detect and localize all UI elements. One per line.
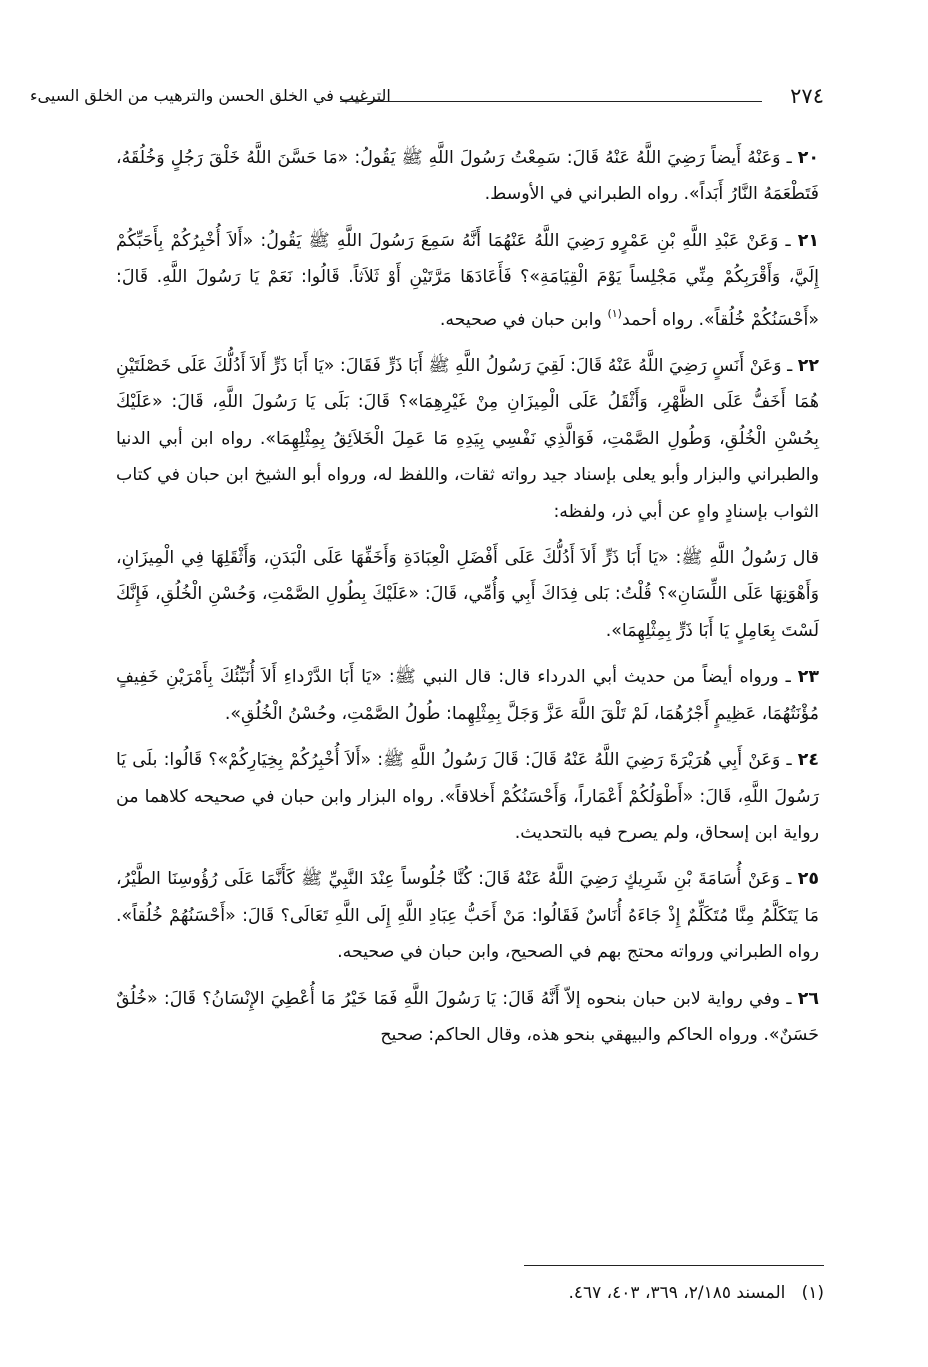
page-number: ٢٧٤ bbox=[790, 84, 824, 108]
hadith-text: وَعَنْ أَنَسٍ رَضِيَ اللَّهُ عَنْهُ قَالَ: لَقِيَ رَسُولُ اللَّهِ ﷺ أَبَا ذَرٍّ فَقَالَ: «يَا أَبَا ذَرٍّ أَلاَ أَدُلُّكَ عَلَى خَصْلَتَيْنِ هُمَا أَخَفُّ عَلَى الظَّهْرِ، وَأَثْقَلُ عَلَى الْمِيزَانِ مِنْ غَيْرِهِمَا»؟ قَالَ: بَلَى يَا رَسُولَ اللَّهِ، قَالَ: «عَلَيْكَ بِحُسْنِ الْخُلُقِ، وَطُولِ الصَّمْتِ، فَوَالَّذِي نَفْسِي بِيَدِهِ مَا عَمِلَ الْخَلاَئِقُ بِمِثْلِهِمَا». رواه ابن أبي الدنيا والطبراني والبزار وأبو يعلى بإسناد جيد رواته ثقات، واللفظ له، ورواه أبو الشيخ ابن حبان في كتاب الثواب بإسنادٍ واهٍ عن أبي ذر، ولفظه: bbox=[116, 356, 819, 522]
hadith-number: ٢٦ bbox=[797, 988, 819, 1009]
footnote-rule bbox=[524, 1265, 824, 1266]
hadith-text: وفي رواية لابن حبان بنحوه إلاّ أَنَّهُ قَالَ: يَا رَسُولَ اللَّهِ فَمَا خَيْرُ مَا أُعْطِيَ الإِنْسَانُ؟ قَالَ: «خُلُقٌ حَسَنٌ». ورواه الحاكم والبيهقي بنحو هذه، وقال الحاكم: صحيح bbox=[116, 988, 819, 1045]
hadith-number: ٢٤ bbox=[797, 750, 820, 771]
hadith-number: ٢١ bbox=[797, 230, 820, 251]
footnote-reference[interactable]: (١) bbox=[607, 306, 622, 320]
main-text bbox=[116, 140, 819, 1053]
running-title: الترغيب في الخلق الحسن والترهيب من الخلق السيىء bbox=[30, 86, 391, 105]
hadith-text: قال رَسُولُ اللَّهِ ﷺ: «يَا أَبَا ذَرٍّ أَلاَ أَدُلُّكَ عَلَى أَفْضَلِ الْعِبَادَةِ وَأَخَفِّهَا عَلَى الْبَدَنِ، وَأَثْقَلِهَا فِي الْمِيزَانِ، وَأَهْوَنِهَا عَلَى اللِّسَانِ»؟ قُلْتُ: بَلى فِدَاكَ أَبِي وَأُمِّي، قَالَ: «عَلَيْكَ بِطُولِ الصَّمْتِ، وَحُسْنِ الْخُلُقِ، فَإِنَّكَ لَسْتَ بِعَامِلٍ يَا أَبَا ذَرٍّ بِمِثْلِهِمَا». bbox=[116, 548, 819, 641]
hadith-23: ٢٣ ـ ورواه أيضاً من حديث أبي الدرداء قال: قال النبي ﷺ: «يَا أَبَا الدَّرْداءِ أَلاَ أُنَبِّئُكَ بِأَمْرَيْنِ خَفِيفٍ مُؤْنَتُهُمَا، عَظِيمٍ أَجْرُهُمَا، لَمْ تَلْقَ اللَّهَ عَزَّ وَجَلَّ بِمِثْلِهِما: طُولُ الصَّمْتِ، وحُسْنُ الْخُلُقِ». bbox=[116, 667, 819, 724]
hadith-text: وَعَنْ أُسَامَةَ بْنِ شَرِيكٍ رَضِيَ اللَّهُ عَنْهُ قَالَ: كُنَّا جُلُوساً عِنْدَ النَّبِيِّ ﷺ كَأَنَّمَا عَلَى رُؤُوسِنَا الطَّيْرُ، مَا يَتَكَلَّمُ مِنَّا مُتَكَلِّمٌ إِذْ جَاءَهُ أُنَاسٌ فَقَالُوا: مَنْ أَحَبُّ عِبَادِ اللَّهِ إِلَى اللَّهِ تَعَالَى؟ قَالَ: «أَحْسَنُهُمْ خُلُقاً». رواه الطبراني ورواته محتج بهم في الصحيح، وابن حبان في صحيحه. bbox=[116, 869, 819, 963]
hadith-21: ٢١ ـ وَعَنْ عَبْدِ اللَّهِ بْنِ عَمْرٍو رَضِيَ اللَّهُ عَنْهُمَا أَنَّهُ سَمِعَ رَسُولَ اللَّهِ ﷺ يَقُولُ: «أَلاَ أُخْبِرُكُمْ بِأَحَبِّكُمْ إِلَيَّ، وَأَقْرَبِكُمْ مِنِّي مَجْلِساً يَوْمَ الْقِيَامَةِ»؟ فَأَعَادَهَا مَرَّتَيْنِ أَوْ ثَلاَثاً. قَالُوا: نَعَمْ يَا رَسُولَ اللَّهِ. قَالَ: «أَحْسَنُكُمْ خُلُقاً». رواه أحمد$^{(١)}$ وابن حبان في صحيحه. bbox=[116, 230, 820, 330]
hadith-number: ٢٠ bbox=[797, 148, 819, 168]
hadith-number: ٢٣ bbox=[797, 667, 819, 688]
hadith-26: ٢٦ ـ وفي رواية لابن حبان بنحوه إلاّ أَنَّهُ قَالَ: يَا رَسُولَ اللَّهِ فَمَا خَيْرُ مَا أُعْطِيَ الإِنْسَانُ؟ قَالَ: «خُلُقٌ حَسَنٌ». ورواه الحاكم والبيهقي بنحو هذه، وقال الحاكم: صحيح bbox=[116, 988, 819, 1045]
hadith-text-continued: وابن حبان في صحيحه. bbox=[439, 309, 608, 330]
footnote-text: المسند ٢/١٨٥، ٣٦٩، ٤٠٣، ٤٦٧. bbox=[568, 1283, 786, 1303]
hadith-24: ٢٤ ـ وَعَنْ أَبِي هُرَيْرَةَ رَضِيَ اللَّهُ عَنْهُ قَالَ: قَالَ رَسُولُ اللَّهِ ﷺ: «أَلاَ أُخْبِرُكُمْ بِخِيَارِكُمْ»؟ قَالُوا: بلَى يَا رَسُولَ اللَّهِ، قَالَ: «أَطْوَلُكُمْ أَعْمَاراً، وَأَحْسَنُكُمْ أَخلاقاً». رواه البزار وابن حبان في صحيحه كلاهما من رواية ابن إسحاق، ولم يصرح فيه بالتحديث. bbox=[116, 750, 820, 843]
hadith-text: وَعَنْهُ أَيضاً رَضِيَ اللَّهُ عَنْهُ قَالَ: سَمِعْتُ رَسُولَ اللَّهِ ﷺ يَقُولُ: «مَا حَسَّنَ اللَّهُ خَلْقَ رَجُلٍ وَخُلُقَهُ، فَتَطْعَمَهُ النَّارُ أَبَداً». رواه الطبراني في الأوسط. bbox=[116, 148, 819, 205]
footnote-marker: (١) bbox=[801, 1283, 824, 1303]
page-header bbox=[30, 82, 824, 112]
footnote bbox=[121, 1278, 824, 1308]
hadith-22: ٢٢ ـ وَعَنْ أَنَسٍ رَضِيَ اللَّهُ عَنْهُ قَالَ: لَقِيَ رَسُولُ اللَّهِ ﷺ أَبَا ذَرٍّ فَقَالَ: «يَا أَبَا ذَرٍّ أَلاَ أَدُلُّكَ عَلَى خَصْلَتَيْنِ هُمَا أَخَفُّ عَلَى الظَّهْرِ، وَأَثْقَلُ عَلَى الْمِيزَانِ مِنْ غَيْرِهِمَا»؟ قَالَ: بَلَى يَا رَسُولَ اللَّهِ، قَالَ: «عَلَيْكَ بِحُسْنِ الْخُلُقِ، وَطُولِ الصَّمْتِ، فَوَالَّذِي نَفْسِي بِيَدِهِ مَا عَمِلَ الْخَلاَئِقُ بِمِثْلِهِمَا». رواه ابن أبي الدنيا والطبراني والبزار وأبو يعلى بإسناد جيد رواته ثقات، واللفظ له، ورواه أبو الشيخ ابن حبان في كتاب الثواب بإسنادٍ واهٍ عن أبي ذر، ولفظه: bbox=[116, 356, 820, 522]
hadith-text: وَعَنْ عَبْدِ اللَّهِ بْنِ عَمْرٍو رَضِيَ اللَّهُ عَنْهُمَا أَنَّهُ سَمِعَ رَسُولَ اللَّهِ ﷺ يَقُولُ: «أَلاَ أُخْبِرُكُمْ بِأَحَبِّكُمْ إِلَيَّ، وَأَقْرَبِكُمْ مِنِّي مَجْلِساً يَوْمَ الْقِيَامَةِ»؟ فَأَعَادَهَا مَرَّتَيْنِ أَوْ ثَلاَثاً. قَالُوا: نَعَمْ يَا رَسُولَ اللَّهِ. قَالَ: «أَحْسَنُكُمْ خُلُقاً». رواه أحمد bbox=[116, 230, 819, 330]
hadith-22-narration bbox=[116, 540, 819, 649]
hadith-25: ٢٥ ـ وَعَنْ أُسَامَةَ بْنِ شَرِيكٍ رَضِيَ اللَّهُ عَنْهُ قَالَ: كُنَّا جُلُوساً عِنْدَ النَّبِيِّ ﷺ كَأَنَّمَا عَلَى رُؤُوسِنَا الطَّيْرُ، مَا يَتَكَلَّمُ مِنَّا مُتَكَلِّمٌ إِذْ جَاءَهُ أُنَاسٌ فَقَالُوا: مَنْ أَحَبُّ عِبَادِ اللَّهِ إِلَى اللَّهِ تَعَالَى؟ قَالَ: «أَحْسَنُهُمْ خُلُقاً». رواه الطبراني ورواته محتج بهم في الصحيح، وابن حبان في صحيحه. bbox=[116, 869, 819, 963]
hadith-text: وَعَنْ أَبِي هُرَيْرَةَ رَضِيَ اللَّهُ عَنْهُ قَالَ: قَالَ رَسُولُ اللَّهِ ﷺ: «أَلاَ أُخْبِرُكُمْ بِخِيَارِكُمْ»؟ قَالُوا: بلَى يَا رَسُولَ اللَّهِ، قَالَ: «أَطْوَلُكُمْ أَعْمَاراً، وَأَحْسَنُكُمْ أَخلاقاً». رواه البزار وابن حبان في صحيحه كلاهما من رواية ابن إسحاق، ولم يصرح فيه بالتحديث. bbox=[116, 750, 819, 843]
header-rule bbox=[340, 101, 762, 102]
hadith-number: ٢٥ bbox=[797, 869, 819, 890]
hadith-number: ٢٢ bbox=[797, 356, 820, 377]
hadith-text: ورواه أيضاً من حديث أبي الدرداء قال: قال النبي ﷺ: «يَا أَبَا الدَّرْداءِ أَلاَ أُنَبِّئُكَ بِأَمْرَيْنِ خَفِيفٍ مُؤْنَتُهُمَا، عَظِيمٍ أَجْرُهُمَا، لَمْ تَلْقَ اللَّهَ عَزَّ وَجَلَّ بِمِثْلِهِما: طُولُ الصَّمْتِ، وحُسْنُ الْخُلُقِ». bbox=[116, 667, 819, 724]
hadith-20: ٢٠ ـ وَعَنْهُ أَيضاً رَضِيَ اللَّهُ عَنْهُ قَالَ: سَمِعْتُ رَسُولَ اللَّهِ ﷺ يَقُولُ: «مَا حَسَّنَ اللَّهُ خَلْقَ رَجُلٍ وَخُلُقَهُ، فَتَطْعَمَهُ النَّارُ أَبَداً». رواه الطبراني في الأوسط. bbox=[116, 148, 819, 205]
